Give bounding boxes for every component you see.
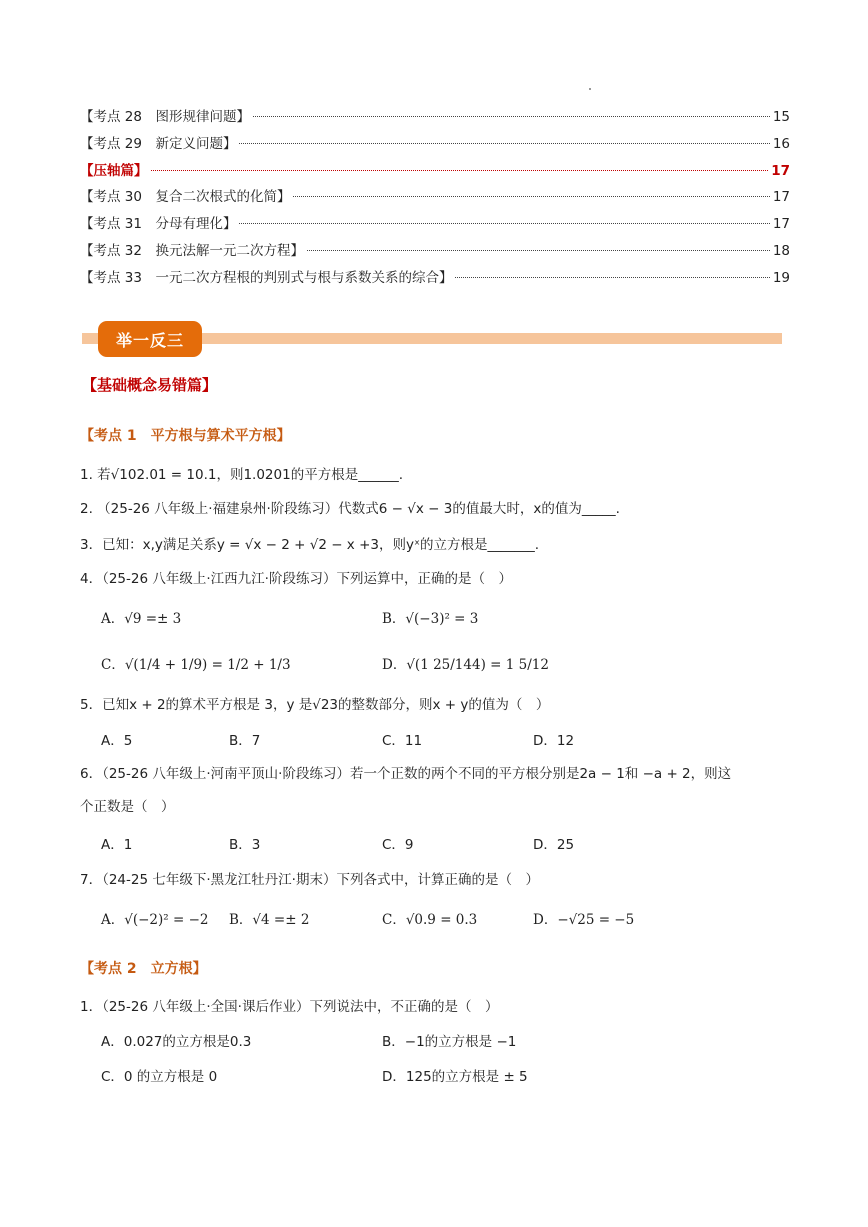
toc-entry-title: 【考点 32 换元法解一元二次方程】 [80, 242, 304, 259]
kp1-q5-option-a: A．5 [101, 733, 133, 749]
toc-entry-title: 【考点 28 图形规律问题】 [80, 109, 250, 125]
kp1-question-5: 5．已知x + 2的算术平方根是 3，y 是√23的整数部分，则x + y的值为（ ） [80, 697, 550, 713]
toc-dot-leader [151, 170, 769, 171]
page-dot [589, 88, 591, 90]
kp1-q6-option-a: A．1 [101, 837, 133, 853]
kp1-q4-option-c: C．√(1/4 + 1/9) = 1/2 + 1/3 [101, 657, 291, 673]
banner-title: 举一反三 [98, 321, 202, 357]
toc-dot-leader [253, 116, 770, 117]
kp2-question-1: 1．（25-26 八年级上·全国·课后作业）下列说法中，不正确的是（ ） [80, 999, 499, 1015]
toc-entry-page: 17 [772, 189, 790, 206]
toc-dot-leader [239, 223, 769, 224]
toc-entry-page: 18 [772, 242, 790, 259]
toc-entry-page: 16 [772, 135, 790, 152]
toc-entry[interactable] [80, 265, 790, 292]
toc-entry[interactable] [80, 104, 790, 131]
kp1-q4-option-b: B．√(−3)² = 3 [382, 611, 479, 627]
kp2-q1-option-c: C．0 的立方根是 0 [101, 1069, 218, 1085]
kp1-q4-option-a: A．√9 =± 3 [101, 611, 182, 627]
toc-entry-title: 【考点 33 一元二次方程根的判别式与根与系数关系的综合】 [80, 269, 453, 286]
kp2-q1-option-d: D．125的立方根是 ± 5 [382, 1069, 528, 1085]
kp1-q6-option-c: C．9 [382, 837, 414, 853]
kp1-question-6-line1: 6．（25-26 八年级上·河南平顶山·阶段练习）若一个正数的两个不同的平方根分别是2a − 1和 −a + 2，则这 [80, 766, 732, 782]
kp1-q7-option-c: C．√0.9 = 0.3 [382, 912, 478, 928]
kp1-question-4: 4．（25-26 八年级上·江西九江·阶段练习）下列运算中，正确的是（ ） [80, 571, 512, 587]
toc-entry-title: 【考点 30 复合二次根式的化简】 [80, 189, 291, 206]
toc-entry-page: 15 [772, 109, 790, 125]
kp1-question-3: 3．已知：x,y满足关系y = √x − 2 + √2 − x +3，则yˣ的立方根是_______. [80, 537, 539, 553]
kp1-question-6-line2: 个正数是（ ） [80, 799, 175, 815]
toc-entry[interactable] [80, 211, 790, 238]
kp1-q7-option-b: B．√4 =± 2 [229, 912, 310, 928]
kp1-question-2: 2. （25-26 八年级上·福建泉州·阶段练习）代数式6 − √x − 3的值最大时，x的值为_____. [80, 501, 620, 517]
kp2-q1-option-a: A．0.027的立方根是0.3 [101, 1034, 252, 1050]
toc-entry[interactable] [80, 131, 790, 158]
toc-dot-leader [455, 277, 769, 278]
kp2-q1-option-b: B．−1的立方根是 −1 [382, 1034, 517, 1050]
toc-entry-page: 17 [771, 162, 790, 179]
toc-entry[interactable] [80, 238, 790, 265]
toc-dot-leader [307, 250, 770, 251]
table-of-contents [80, 104, 790, 292]
toc-entry-page: 19 [772, 269, 790, 286]
toc-dot-leader [239, 143, 769, 144]
kp1-q7-option-d: D．−√25 = −5 [533, 912, 635, 928]
kp2-heading: 【考点 2 立方根】 [80, 961, 207, 977]
toc-entry-page: 17 [772, 216, 790, 233]
toc-entry-title: 【考点 31 分母有理化】 [80, 216, 237, 233]
kp1-question-7: 7．（24-25 七年级下·黑龙江牡丹江·期末）下列各式中，计算正确的是（ ） [80, 872, 539, 888]
kp1-q7-option-a: A．√(−2)² = −2 [101, 912, 209, 928]
kp1-heading: 【考点 1 平方根与算术平方根】 [80, 428, 291, 444]
kp1-q4-option-d: D．√(1 25/144) = 1 5/12 [382, 657, 549, 673]
toc-entry-title: 【压轴篇】 [80, 162, 148, 179]
toc-dot-leader [293, 196, 769, 197]
kp1-q6-option-b: B．3 [229, 837, 261, 853]
toc-entry[interactable] [80, 184, 790, 211]
kp1-question-1: 1. 若√102.01 = 10.1，则1.0201的平方根是______. [80, 467, 403, 483]
section-heading: 【基础概念易错篇】 [82, 376, 218, 394]
kp1-q5-option-d: D．12 [533, 733, 575, 749]
toc-entry-title: 【考点 29 新定义问题】 [80, 135, 237, 152]
toc-entry[interactable] [80, 158, 790, 185]
kp1-q6-option-d: D．25 [533, 837, 575, 853]
kp1-q5-option-b: B．7 [229, 733, 261, 749]
kp1-q5-option-c: C．11 [382, 733, 423, 749]
